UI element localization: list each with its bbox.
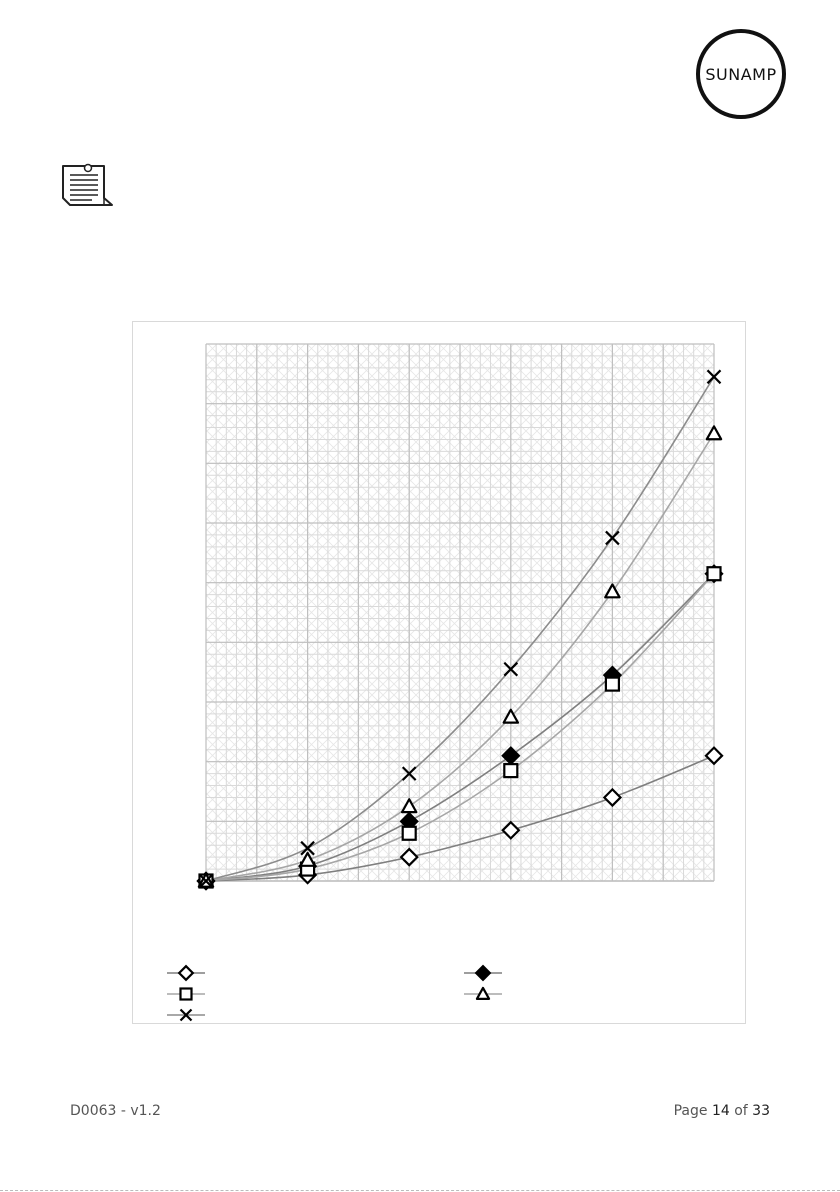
grid-hatch-line (219, 344, 747, 881)
grid-hatch-line (133, 344, 261, 881)
grid-hatch-line (439, 344, 747, 881)
grid-hatch-line (133, 344, 371, 881)
grid-hatch-line (133, 344, 250, 881)
data-point-triangle (477, 988, 489, 999)
data-point-triangle (605, 584, 619, 597)
grid-hatch-line (133, 344, 371, 881)
grid-hatch-line (133, 344, 272, 881)
grid (133, 344, 747, 881)
doc-id: D0063 - v1.2 (70, 1103, 161, 1119)
grid-hatch-line (133, 344, 547, 881)
grid-hatch-line (549, 344, 747, 881)
data-point-triangle (707, 426, 721, 439)
page-divider (0, 1190, 840, 1191)
page-of: of (734, 1103, 748, 1119)
grid-hatch-line (133, 344, 272, 881)
footer-page (674, 1103, 770, 1119)
grid-hatch-line (659, 344, 747, 881)
chart-area (132, 321, 746, 1024)
grid-hatch-line (736, 344, 747, 881)
data-point-diamond (503, 822, 519, 838)
grid-hatch-line (133, 344, 261, 881)
grid-hatch-line (133, 344, 437, 881)
legend-item (464, 966, 502, 980)
grid-hatch-line (133, 344, 437, 881)
grid-hatch-line (133, 344, 283, 881)
grid-hatch-line (133, 344, 217, 881)
grid-hatch-line (395, 344, 747, 881)
data-point-diamond (604, 789, 620, 805)
legend-item (167, 989, 205, 1000)
page-label: Page (673, 1103, 708, 1119)
data-point-diamond (476, 966, 490, 980)
note-icon (60, 160, 115, 210)
grid-hatch-line (615, 344, 747, 881)
grid-hatch-line (133, 344, 635, 881)
grid-hatch-line (692, 344, 747, 881)
chart (133, 322, 747, 1025)
grid-hatch-line (133, 344, 206, 881)
grid-hatch-line (133, 344, 250, 881)
data-point-diamond (179, 966, 193, 980)
legend-item (167, 966, 205, 980)
grid-hatch-line (241, 344, 747, 881)
grid-hatch-line (615, 344, 747, 881)
logo-text: SUNAMP (705, 65, 777, 84)
grid-hatch-line (133, 344, 591, 881)
grid-hatch-line (703, 344, 747, 881)
grid-hatch-line (133, 344, 635, 881)
legend (167, 966, 502, 1020)
grid-hatch-line (133, 344, 547, 881)
legend-item (167, 1010, 205, 1021)
data-point-diamond (401, 849, 417, 865)
grid-hatch-line (549, 344, 747, 881)
grid-hatch-line (395, 344, 747, 881)
grid-hatch-line (133, 344, 591, 881)
sunamp-logo (694, 27, 788, 121)
page-number: 14 (711, 1103, 730, 1119)
grid-hatch-line (219, 344, 747, 881)
grid-hatch-line (133, 344, 415, 881)
grid-hatch-line (133, 344, 283, 881)
grid-hatch-line (133, 344, 217, 881)
grid-hatch-line (659, 344, 747, 881)
grid-hatch-line (725, 344, 747, 881)
data-point-square (504, 764, 517, 777)
grid-hatch-line (307, 344, 747, 881)
data-point-square (606, 678, 619, 691)
grid-hatch-line (241, 344, 747, 881)
legend-item (464, 988, 502, 999)
data-point-square (181, 989, 192, 1000)
grid-hatch-line (714, 344, 747, 881)
grid-hatch-line (736, 344, 747, 881)
grid-hatch-line (714, 344, 747, 881)
grid-hatch-line (692, 344, 747, 881)
page-total: 33 (752, 1103, 770, 1119)
grid-hatch-line (133, 344, 415, 881)
data-point-triangle (300, 853, 314, 866)
grid-hatch-line (439, 344, 747, 881)
grid-hatch-line (133, 344, 569, 881)
grid-hatch-line (133, 344, 349, 881)
data-point-square (708, 567, 721, 580)
data-point-square (403, 827, 416, 840)
grid-hatch-line (307, 344, 747, 881)
footer-doc-id (70, 1103, 161, 1119)
grid-hatch-line (133, 344, 206, 881)
grid-hatch-line (703, 344, 747, 881)
grid-hatch-line (725, 344, 747, 881)
grid-hatch-line (133, 344, 569, 881)
grid-hatch-line (133, 344, 349, 881)
